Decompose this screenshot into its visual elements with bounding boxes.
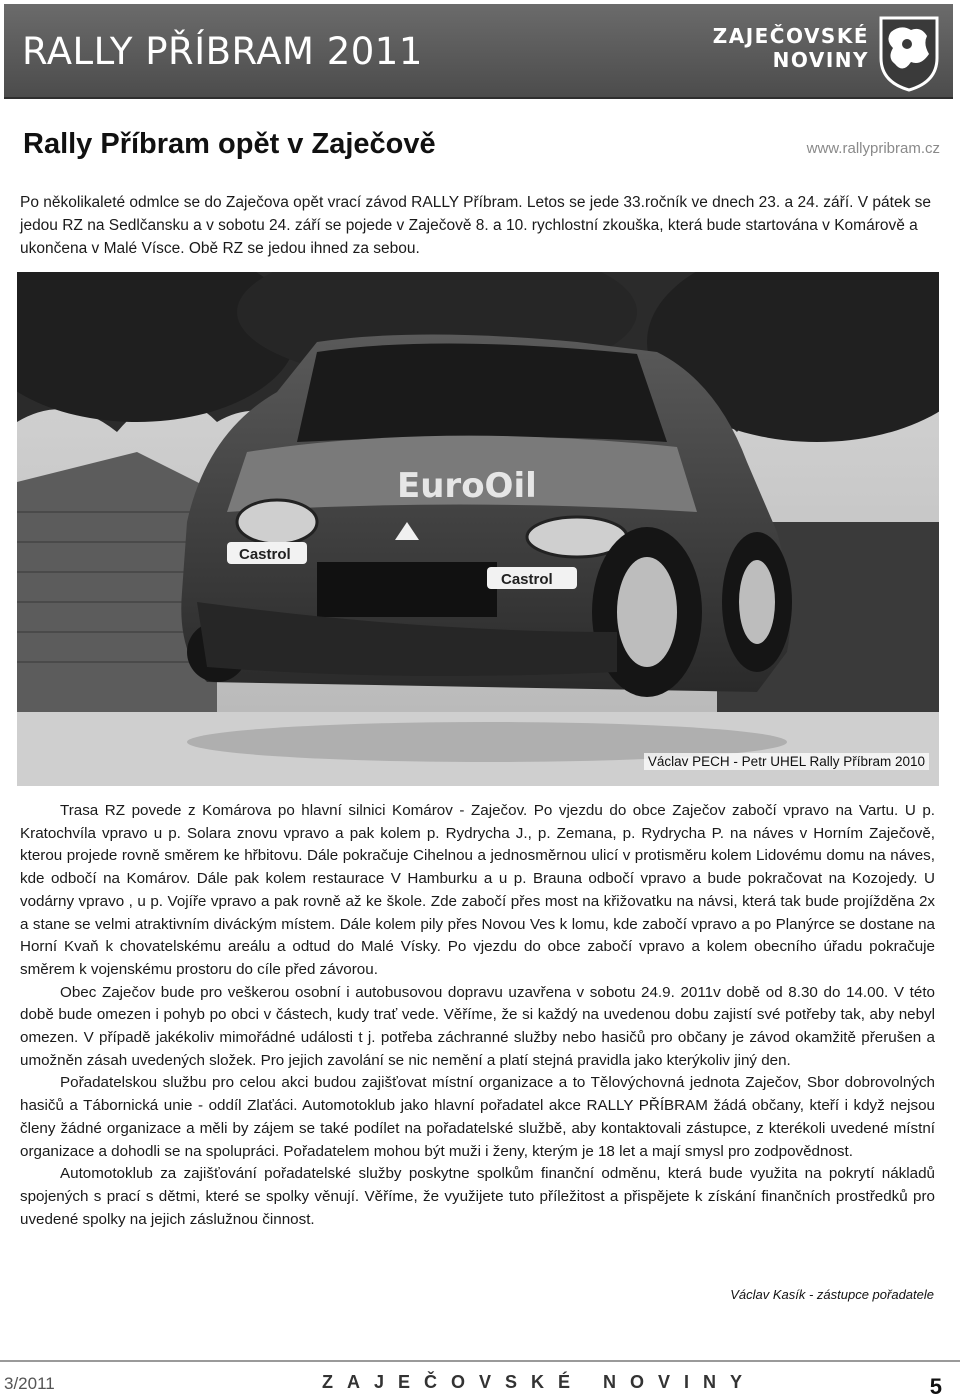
intro-paragraph: Po několikaleté odmlce se do Zaječova opět vrací závod RALLY Příbram. Letos se jede 33.ročník ve dnech 23. a 24. září. V pátek se jedou RZ na Sedlčansku a v sobotu 24. září se pojede v Zaječově 8. a 10. rychlostní zkouška, která bude startována v Komárově a ukončena v Malé Vísce. Obě RZ se jedou ihned za sebou. [20, 194, 931, 257]
paragraph-route: Trasa RZ povede z Komárova po hlavní silnici Komárov - Zaječov. Po vjezdu do obce Zaječov zabočí vpravo na Vartu. U p. Kratochvíla vpravo u p. Solara znovu vpravo a pak kolem p. Rydrycha J., p. Zemana, p. Rydrycha P. na náves v Horním Zaječově, kterou projede rovně směrem ke hřbitovu. Dále pokračuje Cihelnou a jednosměrnou ulicí v protisměru kolem Lidovému domu na náves, kde odbočí na Komárov. Dále pak kolem restaurace V Hamburku a u p. Brauna odbočí vpravo a bude pokračovat na Kozojedy. U vodárny vpravo , u p. Vojíře vpravo a pak rovně až ke škole. Zde zabočí přes most na křižovatku na návsi, která tak bude projížděna 2x a stane se velmi atraktivním diváckým místem. Dále kolem pily přes Novou Ves k lomu, kde zabočí vpravo a po Planýrce se dostane na Horní Kvaň k chovatelskému areálu a odtud do Malé Vísky. Po vjezdu do obce zabočí vpravo a kolem obecního úřadu pokračuje směrem k vojenskému prostoru do cíle před závorou. [20, 802, 935, 978]
footer-divider [0, 1360, 960, 1362]
sponsor-sticker-2: Castrol [501, 571, 553, 588]
page-number: 5 [929, 1374, 942, 1399]
hood-logo: EuroOil [397, 466, 537, 506]
footer-brand: ZAJEČOVSKÉ NOVINY [322, 1372, 757, 1392]
header-banner [4, 4, 953, 99]
brand-line-2: NOVINY [772, 48, 869, 72]
paragraph-closure: Obec Zaječov bude pro veškerou osobní i autobusovou dopravu uzavřena v sobotu 24.9. 2011v době od 8.30 do 14.00. V této době bude omezen i pohyb po obci v částech, kudy trať vede. Věříme, že si každý na uvedenou dobu zajistí své potřeby tak, aby nebyl omezen. V případě jakékoliv mimořádné události t j. potřeba záchranné služby nebo hasičů pro občany je závod okamžitě přerušen a umožněn zásah uvedených složek. Pro jejich zavolání se nic nemění a platí stejná pravidla jako kterýkoliv jiný den. [20, 983, 935, 1069]
sponsor-sticker-1: Castrol [239, 546, 291, 563]
brand-line-1: ZAJEČOVSKÉ [712, 24, 869, 48]
coat-of-arms-icon [877, 14, 941, 92]
issue-number: 3/2011 [4, 1374, 55, 1393]
photo-caption: Václav PECH - Petr UHEL Rally Příbram 2010 [644, 753, 929, 770]
page-title: RALLY PŘÍBRAM 2011 [22, 30, 423, 73]
rally-car-illustration [17, 272, 939, 786]
article-headline: Rally Příbram opět v Zaječově [23, 128, 436, 160]
paragraph-reward: Automotoklub za zajišťování pořadatelské služby poskytne spolkům finanční odměnu, která bude využita na pokrytí nákladů spojených s prací s dětmi, které se spolky věnují. Věříme, že využijete tuto příležitost a přispějete k získání finančních prostředků pro uvedené spolky na jejich záslužnou činnost. [20, 1165, 935, 1228]
rally-car-photo [17, 272, 939, 786]
newspaper-brand [713, 24, 869, 72]
website-link[interactable]: www.rallypribram.cz [806, 140, 940, 157]
article-body [20, 800, 935, 1231]
paragraph-organizers: Pořadatelskou službu pro celou akci budou zajišťovat místní organizace a to Tělovýchovná jednota Zaječov, Sbor dobrovolných hasičů a Tábornická unie - oddíl Zlaťáci. Automotoklub jako hlavní pořadatel akce RALLY PŘÍBRAM žádá občany, kteří i když nejsou členy žádné organizace a měli by zájem se také podílet na pořadatelské službě, aby kontaktovali zástupce, z kterékoli uvedené místní organizace a dohodli se na spolupráci. Pořadatelem mohou být muži i ženy, kterým je 18 let a mají smysl pro zodpovědnost. [20, 1074, 935, 1160]
author-signature: Václav Kasík - zástupce pořadatele [730, 1287, 934, 1302]
